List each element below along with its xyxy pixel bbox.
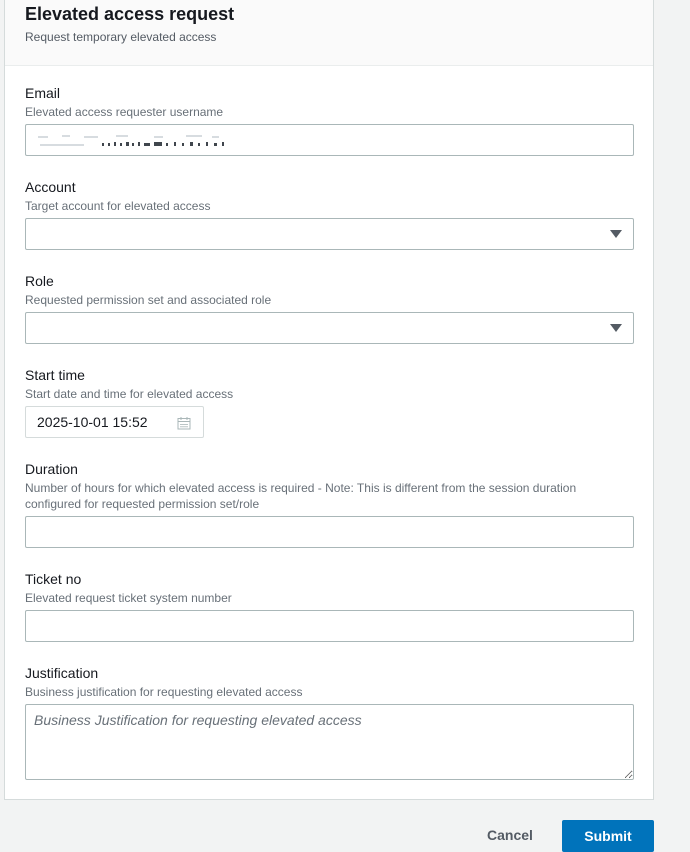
page-subtitle: Request temporary elevated access [25,30,217,44]
account-description: Target account for elevated access [25,199,211,213]
role-select[interactable] [25,312,634,344]
justification-textarea[interactable] [25,704,634,780]
submit-button[interactable]: Submit [562,820,654,852]
duration-label: Duration [25,461,78,477]
justification-label: Justification [25,665,99,681]
email-description: Elevated access requester username [25,105,224,119]
account-select[interactable] [25,218,634,250]
ticket-no-description: Elevated request ticket system number [25,591,232,605]
start-time-label: Start time [25,367,85,383]
start-time-picker[interactable] [25,406,204,438]
redacted-email-value [36,134,236,148]
justification-description: Business justification for requesting elevated access [25,685,303,699]
cancel-button[interactable]: Cancel [476,820,544,850]
calendar-icon[interactable] [177,416,191,430]
caret-down-icon [610,230,622,238]
start-time-value: 2025-10-01 15:52 [37,414,148,430]
email-field[interactable] [25,124,634,156]
ticket-no-input[interactable] [25,610,634,642]
role-description: Requested permission set and associated role [25,293,272,307]
account-label: Account [25,179,76,195]
elevated-access-form [4,0,654,800]
email-label: Email [25,85,61,101]
start-time-description: Start date and time for elevated access [25,387,234,401]
page-title: Elevated access request [25,4,235,24]
duration-input[interactable] [25,516,634,548]
form-header [5,0,653,66]
role-label: Role [25,273,54,289]
duration-description: Number of hours for which elevated access is required - Note: This is different from the session duration configured for requested permission set/role [25,481,577,511]
ticket-no-label: Ticket no [25,571,82,587]
caret-down-icon [610,324,622,332]
